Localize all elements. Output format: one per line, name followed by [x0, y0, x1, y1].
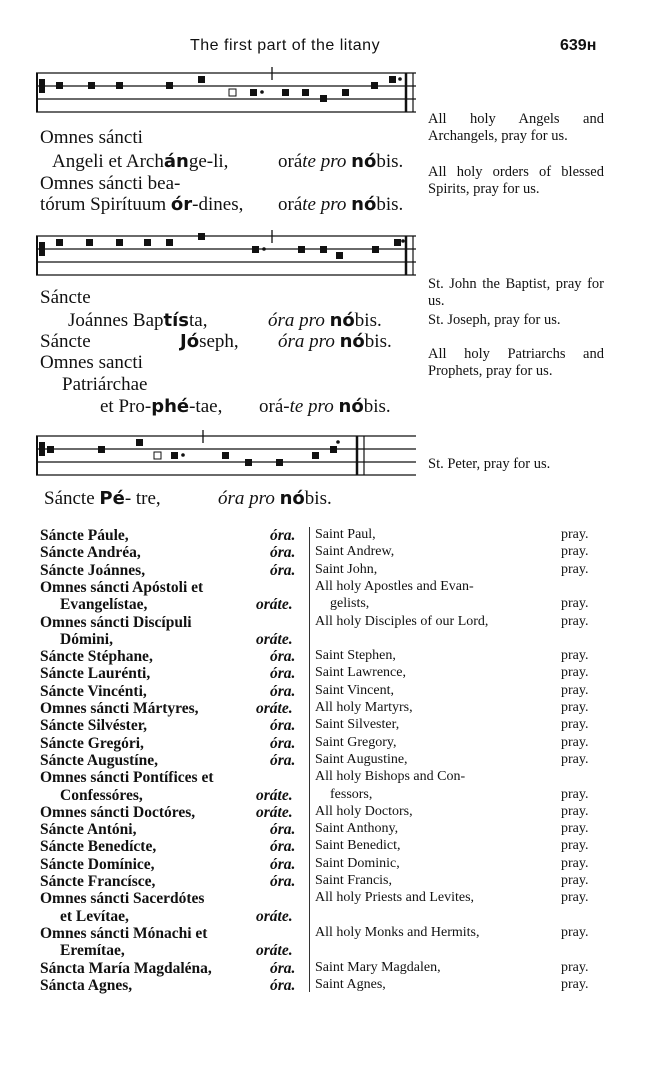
litany-english-text: All holy Doctors,	[315, 803, 413, 819]
english-translation: All holy orders of blessed Spirits, pray for us.	[428, 164, 604, 197]
litany-latin-text: Sáncte Joánnes,	[40, 561, 146, 579]
litany-response: óra.	[270, 873, 296, 890]
chant-latin-response: oráte pro nóbis.	[278, 194, 404, 215]
litany-pray: pray.	[561, 855, 589, 871]
litany-pray: pray.	[561, 838, 589, 854]
litany-latin-text: Dómini,	[60, 630, 113, 648]
litany-pray: pray.	[561, 682, 589, 698]
litany-pray: pray.	[561, 786, 589, 802]
chant-latin-line: Jóseph,	[180, 331, 239, 352]
chant-staff-1	[36, 60, 420, 120]
litany-latin-text: Confessóres,	[60, 786, 143, 804]
litany-latin-text: Sáncte Silvéster,	[40, 717, 148, 735]
litany-english-text: Saint John,	[315, 561, 378, 577]
litany-latin-text: Omnes sáncti Sacerdótes	[40, 890, 205, 908]
litany-latin-text: Sáncte Francísce,	[40, 873, 156, 890]
litany-response: oráte.	[256, 630, 293, 648]
litany-response: óra.	[270, 665, 296, 683]
litany-response: óra.	[270, 648, 296, 666]
litany-english-text: fessors,	[330, 786, 373, 802]
litany-pray: pray.	[561, 544, 589, 560]
litany-english-text: gelists,	[330, 596, 370, 612]
running-header-title: The first part of the litany	[190, 37, 381, 54]
litany-pray: pray.	[561, 751, 589, 767]
litany-latin-text: Sáncte Andréa,	[40, 544, 141, 562]
litany-pray: pray.	[561, 803, 589, 819]
litany-latin-text: Sáncte Domínice,	[40, 855, 155, 873]
litany-english-text: All holy Monks and Hermits,	[315, 924, 480, 940]
litany-response: oráte.	[256, 942, 293, 960]
litany-response: óra.	[270, 838, 296, 856]
litany-english-text: Saint Agnes,	[315, 976, 386, 992]
chant-latin-line: Omnes sáncti bea-	[40, 173, 181, 194]
chant-latin-response: óra pro nóbis.	[278, 331, 392, 352]
litany-latin-text: Sáncte Laurénti,	[40, 665, 151, 683]
litany-response: óra.	[270, 734, 296, 752]
litany-response: óra.	[270, 959, 296, 977]
litany-latin-text: Omnes sáncti Doctóres,	[40, 803, 196, 821]
litany-pray: pray.	[561, 648, 589, 664]
chant-latin-line: Omnes sáncti	[40, 127, 143, 148]
chant-latin-line: Angeli et Archánge-li,	[52, 151, 229, 172]
litany-latin-text: Sáncte Páule,	[40, 527, 129, 544]
english-translation: St. Peter, pray for us.	[428, 456, 551, 472]
litany-latin-text: Sáncte Gregóri,	[40, 734, 144, 752]
chant-latin-line: Sáncte	[40, 331, 91, 352]
litany-latin-text: Omnes sáncti Discípuli	[40, 613, 192, 631]
litany-pray: pray.	[561, 613, 589, 629]
litany-response: óra.	[270, 855, 296, 873]
english-translation: St. John the Baptist, pray for us.	[428, 276, 604, 309]
litany-english-text: Saint Benedict,	[315, 838, 401, 854]
litany-latin-text: Evangelístae,	[60, 596, 148, 614]
litany-latin-text: Omnes sáncti Apóstoli et	[40, 578, 204, 596]
litany-english-text: Saint Augustine,	[315, 751, 408, 767]
litany-pray: pray.	[561, 561, 589, 577]
litany-pray: pray.	[561, 890, 589, 906]
litany-english-text: Saint Dominic,	[315, 855, 400, 871]
litany-english-text: Saint Silvester,	[315, 717, 400, 733]
litany-latin-text: Eremítae,	[60, 942, 125, 960]
litany-response: oráte.	[256, 803, 293, 821]
litany-latin-text: Sáncte Antóni,	[40, 821, 137, 839]
litany-english-text: Saint Stephen,	[315, 648, 396, 664]
chant-staff-2	[36, 228, 420, 280]
litany-english-text: All holy Disciples of our Lord,	[315, 613, 489, 629]
litany-latin-text: Sáncta Agnes,	[40, 976, 133, 994]
column-divider	[309, 527, 310, 992]
chant-latin-response: óra pro nóbis.	[268, 310, 382, 331]
litany-english-text: All holy Priests and Levites,	[315, 890, 475, 906]
chant-latin-line: tórum Spirítuum ór-dines,	[40, 194, 244, 215]
litany-latin-text: Sáncte Augustíne,	[40, 751, 158, 769]
litany-response: óra.	[270, 544, 296, 562]
litany-english-text: Saint Lawrence,	[315, 665, 406, 681]
english-translation: St. Joseph, pray for us.	[428, 312, 561, 328]
chant-latin-line: Omnes sancti	[40, 352, 143, 373]
litany-english-text: All holy Bishops and Con-	[315, 769, 466, 785]
litany-pray: pray.	[561, 821, 589, 837]
litany-latin-text: Sáncta María Magdaléna,	[40, 959, 212, 977]
chant-latin-response: orá-te pro nóbis.	[259, 396, 391, 417]
litany-english-text: Saint Francis,	[315, 873, 392, 888]
litany-response: oráte.	[256, 700, 293, 717]
litany-response: óra.	[270, 717, 296, 735]
litany-latin-text: Omnes sáncti Mártyres,	[40, 700, 199, 717]
litany-response: óra.	[270, 821, 296, 839]
litany-english-text: All holy Apostles and Evan-	[315, 578, 474, 594]
page-number: 639ʜ	[560, 37, 597, 54]
chant-latin-response: oráte pro nóbis.	[278, 151, 404, 172]
litany-latin-text: Sáncte Stéphane,	[40, 648, 153, 666]
litany-english-text: Saint Gregory,	[315, 734, 397, 750]
litany-response: oráte.	[256, 596, 293, 614]
litany-latin-text: Omnes sáncti Mónachi et	[40, 924, 208, 942]
litany-pray: pray.	[561, 976, 589, 992]
litany-latin-text: Omnes sáncti Pontífices et	[40, 769, 214, 787]
litany-response: óra.	[270, 976, 296, 994]
chant-latin-line: Patriárchae	[62, 374, 148, 395]
litany-pray: pray.	[561, 734, 589, 750]
english-translation: All holy Angels and Archangels, pray for us.	[428, 111, 604, 144]
chant-staff-3	[36, 428, 420, 480]
chant-latin-line: Joánnes Baptísta,	[68, 310, 208, 331]
litany-response: óra.	[270, 682, 296, 700]
litany-response: óra.	[270, 751, 296, 769]
litany-response: oráte.	[256, 907, 293, 925]
litany-pray: pray.	[561, 700, 589, 715]
litany-english-text: Saint Paul,	[315, 527, 376, 542]
litany-pray: pray.	[561, 959, 589, 975]
litany-english-text: Saint Vincent,	[315, 682, 395, 698]
litany-pray: pray.	[561, 527, 589, 542]
litany-latin-text: et Levítae,	[60, 907, 129, 925]
litany-response: óra.	[270, 561, 296, 579]
litany-pray: pray.	[561, 596, 589, 612]
litany-latin-text: Sáncte Vincénti,	[40, 682, 147, 700]
litany-english-text: Saint Andrew,	[315, 544, 395, 560]
chant-latin-line: et Pro-phé-tae,	[100, 396, 223, 417]
litany-response: óra.	[270, 527, 296, 544]
chant-latin-line: Sáncte	[40, 287, 91, 308]
chant-latin-response: óra pro nóbis.	[218, 488, 332, 509]
litany-english-text: All holy Martyrs,	[315, 700, 413, 715]
litany-response: oráte.	[256, 786, 293, 804]
litany-pray: pray.	[561, 717, 589, 733]
english-translation: All holy Patriarchs and Prophets, pray for us.	[428, 346, 604, 379]
litany-english-text: Saint Mary Magdalen,	[315, 959, 441, 975]
litany-english-text: Saint Anthony,	[315, 821, 399, 837]
litany-pray: pray.	[561, 873, 589, 888]
litany-latin-text: Sáncte Benedícte,	[40, 838, 157, 856]
chant-latin-line: Sáncte Pé- tre,	[44, 488, 161, 509]
litany-pray: pray.	[561, 665, 589, 681]
litany-pray: pray.	[561, 924, 589, 940]
